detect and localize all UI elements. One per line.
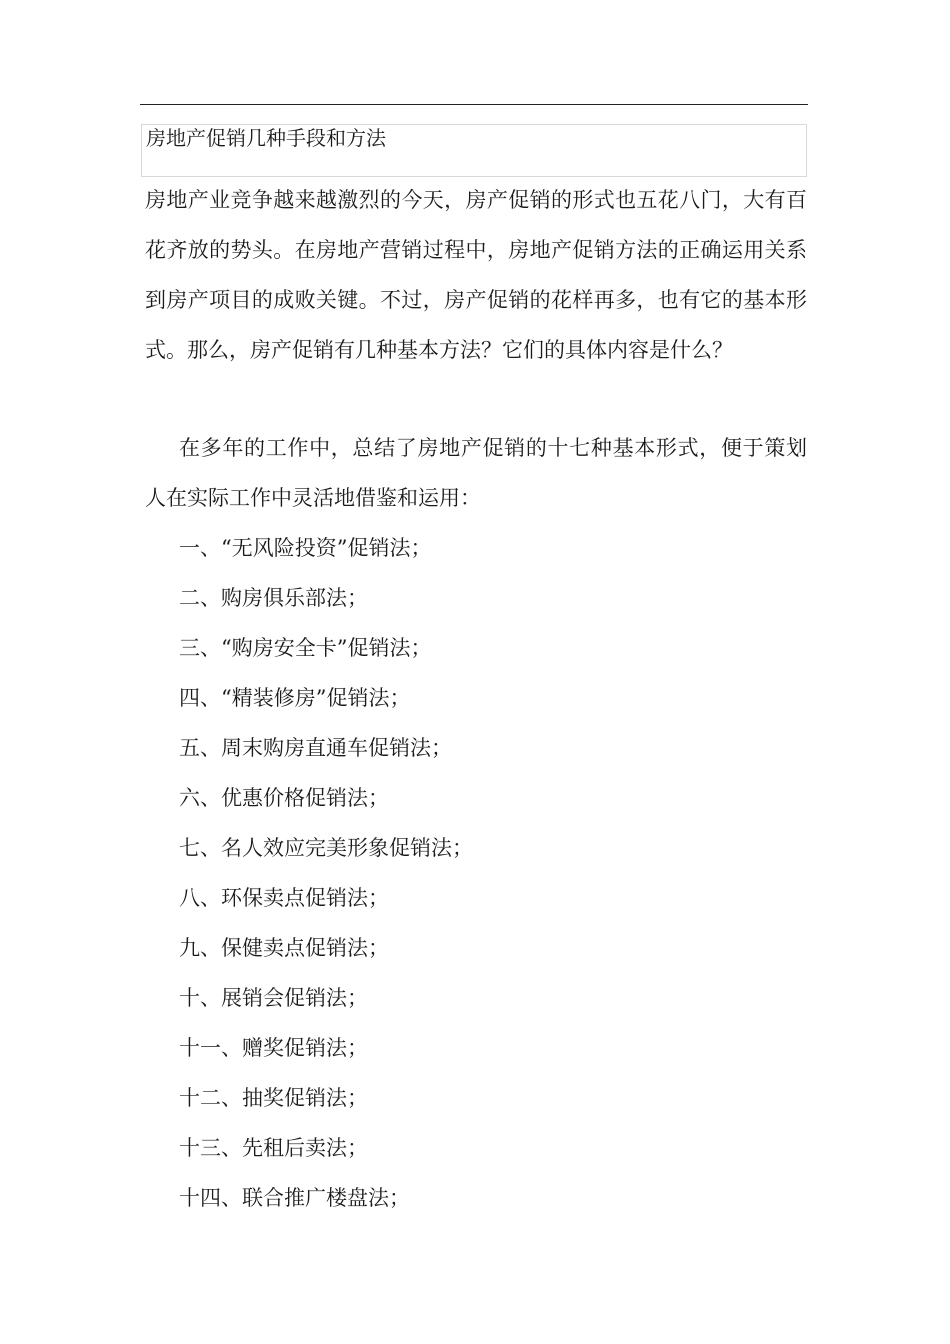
list-item: 十二、抽奖促销法； (179, 1086, 368, 1110)
methods-list (179, 523, 473, 1223)
list-item: 三、“购房安全卡”促销法； (179, 636, 432, 660)
list-item: 二、购房俱乐部法； (179, 586, 368, 610)
list-item: 十、展销会促销法； (179, 986, 368, 1010)
list-item: 四、“精装修房”促销法； (179, 686, 411, 710)
list-item: 一、“无风险投资”促销法； (179, 536, 432, 560)
list-item: 十三、先租后卖法； (179, 1136, 368, 1160)
list-item: 七、名人效应完美形象促销法； (179, 836, 473, 860)
list-item: 十四、联合推广楼盘法； (179, 1186, 410, 1210)
document-title: 房地产促销几种手段和方法 (146, 126, 386, 150)
header-rule (140, 104, 808, 105)
summary-paragraph: 在多年的工作中，总结了房地产促销的十七种基本形式，便于策划人在实际工作中灵活地借鉴和运用： (145, 436, 807, 510)
list-item: 六、优惠价格促销法； (179, 786, 389, 810)
title-box (141, 124, 807, 177)
list-item: 九、保健卖点促销法； (179, 936, 389, 960)
list-item: 十一、赠奖促销法； (179, 1036, 368, 1060)
intro-paragraph: 房地产业竞争越来越激烈的今天，房产促销的形式也五花八门，大有百花齐放的势头。在房地产营销过程中，房地产促销方法的正确运用关系到房产项目的成败关键。不过，房产促销的花样再多，也有它的基本形式。那么，房产促销有几种基本方法？它们的具体内容是什么？ (145, 188, 807, 362)
list-item: 八、环保卖点促销法； (179, 886, 389, 910)
list-item: 五、周末购房直通车促销法； (179, 736, 452, 760)
